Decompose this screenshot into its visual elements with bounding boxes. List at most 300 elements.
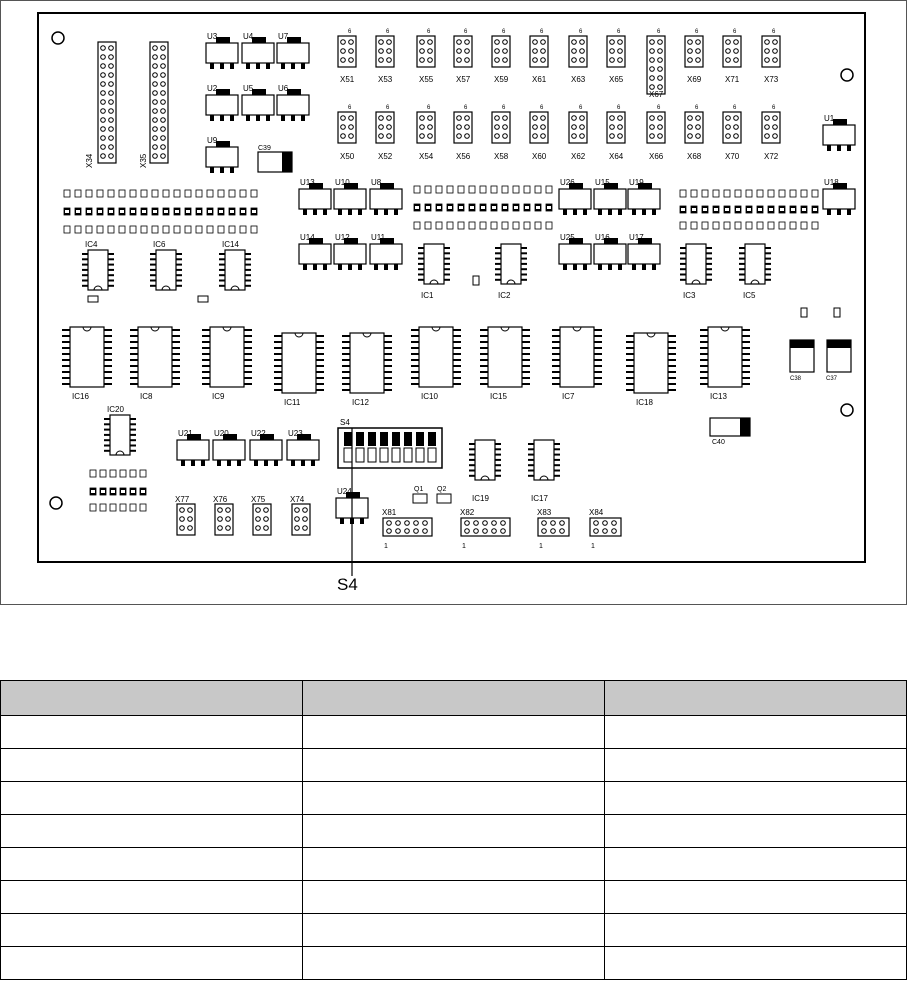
pin [765, 125, 770, 130]
smd-mark [101, 490, 105, 493]
regulator-pin [254, 460, 258, 466]
ic-body [110, 415, 130, 455]
pin [379, 116, 384, 121]
smd-part [458, 222, 464, 229]
regulator-body [823, 125, 855, 145]
regulator-pin [394, 264, 398, 270]
pin [264, 517, 269, 522]
smd-part [436, 222, 442, 229]
pin [349, 49, 354, 54]
pin [180, 526, 185, 531]
pin [696, 134, 701, 139]
connector-label: X65 [609, 75, 624, 84]
pin [303, 508, 308, 513]
pin [226, 526, 231, 531]
pin [161, 127, 166, 132]
pin [503, 125, 508, 130]
pin [542, 529, 547, 534]
pin [161, 118, 166, 123]
pin [765, 49, 770, 54]
table-cell [605, 848, 907, 881]
pin [658, 85, 663, 90]
regulator-label: U1 [824, 114, 835, 123]
pin [109, 109, 114, 114]
table-row [1, 881, 907, 914]
table-row [1, 716, 907, 749]
smd-part [218, 190, 224, 197]
pin [420, 49, 425, 54]
connector-label: X83 [537, 508, 552, 517]
regulator-pin [291, 460, 295, 466]
pin [423, 529, 428, 534]
pin [495, 40, 500, 45]
pin [379, 125, 384, 130]
pin-number: 6 [502, 105, 506, 111]
pin [396, 521, 401, 526]
pin [101, 118, 106, 123]
pin [734, 40, 739, 45]
pin [658, 40, 663, 45]
connector-label: X50 [340, 152, 355, 161]
table-row [1, 749, 907, 782]
table-cell [605, 914, 907, 947]
smd-mark [747, 208, 751, 211]
smd-mark [241, 210, 245, 213]
pin [218, 508, 223, 513]
smd-mark [230, 210, 234, 213]
regulator-pin [281, 115, 285, 121]
regulator-pin [291, 115, 295, 121]
pin [726, 134, 731, 139]
regulator-label: U24 [337, 487, 352, 496]
pin [580, 116, 585, 121]
regulator-pin [642, 209, 646, 215]
table-cell [303, 947, 605, 980]
dip-switch-lever [356, 432, 364, 446]
regulator-pin [181, 460, 185, 466]
smd-part [207, 190, 213, 197]
pin [256, 526, 261, 531]
pin-number: 6 [427, 105, 431, 111]
regulator-body [334, 244, 366, 264]
pin-number: 6 [540, 29, 544, 35]
connector-label: X67 [649, 90, 664, 99]
smd-part [120, 504, 126, 511]
smd-part [834, 308, 840, 317]
smd-mark [415, 206, 419, 209]
pin [572, 125, 577, 130]
regulator-pin [358, 264, 362, 270]
ic-label: IC13 [710, 392, 727, 401]
connector-label: X54 [419, 152, 434, 161]
smd-mark [142, 210, 146, 213]
pin [734, 134, 739, 139]
pin-number: 1 [591, 543, 595, 550]
pin [428, 125, 433, 130]
regulator-pin [340, 518, 344, 524]
ic-body [225, 250, 245, 290]
pin [572, 134, 577, 139]
capacitor-band [790, 340, 814, 348]
pin [101, 82, 106, 87]
regulator-pin [348, 264, 352, 270]
pin [387, 116, 392, 121]
pin-number: 6 [733, 29, 737, 35]
pin [610, 58, 615, 63]
smd-part [768, 222, 774, 229]
regulator-body [594, 189, 626, 209]
ic-label: IC17 [531, 494, 548, 503]
regulator-pin [384, 264, 388, 270]
pin [264, 526, 269, 531]
smd-mark [791, 208, 795, 211]
smd-part [746, 190, 752, 197]
regulator-label: U8 [371, 178, 382, 187]
regulator-pin [618, 264, 622, 270]
pin [465, 49, 470, 54]
regulator-label: U25 [560, 233, 575, 242]
pin [414, 529, 419, 534]
connector-label: X76 [213, 495, 228, 504]
pin [465, 40, 470, 45]
dip-switch-slot [380, 448, 388, 462]
pin [618, 49, 623, 54]
regulator-label: U15 [595, 178, 610, 187]
smd-part [425, 222, 431, 229]
smd-mark [141, 490, 145, 493]
transistor-label: Q2 [437, 486, 447, 493]
regulator-pin [256, 63, 260, 69]
regulator-body [299, 189, 331, 209]
pin [428, 49, 433, 54]
table-cell [1, 815, 303, 848]
regulator-pin [323, 264, 327, 270]
pin [483, 529, 488, 534]
pin [101, 136, 106, 141]
ic-body [745, 244, 765, 284]
regulator-pin [291, 63, 295, 69]
table-cell [303, 716, 605, 749]
smd-part [469, 186, 475, 193]
pin [161, 91, 166, 96]
connector-label: X84 [589, 508, 604, 517]
pin [495, 125, 500, 130]
pin [603, 529, 608, 534]
pin [161, 109, 166, 114]
pin [153, 109, 158, 114]
pin [161, 145, 166, 150]
pin [180, 517, 185, 522]
pin [503, 134, 508, 139]
regulator-pin [837, 209, 841, 215]
pin-number: 6 [617, 29, 621, 35]
regulator-pin [303, 264, 307, 270]
pin [492, 521, 497, 526]
pin [295, 508, 300, 513]
pin [457, 58, 462, 63]
pin [483, 521, 488, 526]
regulator-body [277, 95, 309, 115]
smd-mark [525, 206, 529, 209]
pin [101, 109, 106, 114]
regulator-pin [358, 209, 362, 215]
pin [603, 521, 608, 526]
pin [580, 49, 585, 54]
dip-switch-lever [404, 432, 412, 446]
pin [101, 154, 106, 159]
pin-number: 6 [772, 29, 776, 35]
pin [161, 154, 166, 159]
smd-part [502, 222, 508, 229]
pin [594, 529, 599, 534]
connector-label: X55 [419, 75, 434, 84]
pin [101, 100, 106, 105]
regulator-body [370, 244, 402, 264]
pin [688, 116, 693, 121]
pin [420, 125, 425, 130]
smd-part [130, 226, 136, 233]
ic-label: IC11 [284, 398, 301, 407]
pin [650, 49, 655, 54]
regulator-pin [191, 460, 195, 466]
pin [610, 134, 615, 139]
smd-part [491, 222, 497, 229]
smd-part [163, 226, 169, 233]
regulator-pin [563, 209, 567, 215]
table-cell [303, 782, 605, 815]
ic-label: IC20 [107, 405, 124, 414]
regulator-pin [348, 209, 352, 215]
pin [349, 116, 354, 121]
table-header-cell [605, 681, 907, 716]
pin [188, 517, 193, 522]
connector-label: X57 [456, 75, 471, 84]
regulator-body [287, 440, 319, 460]
pin [533, 125, 538, 130]
smd-mark [437, 206, 441, 209]
regulator-pin [338, 264, 342, 270]
pin [465, 125, 470, 130]
pin [153, 64, 158, 69]
regulator-body [206, 147, 238, 167]
pin [465, 134, 470, 139]
table-cell [1, 782, 303, 815]
smd-mark [780, 208, 784, 211]
capacitor-label: C39 [258, 145, 271, 152]
pin [387, 49, 392, 54]
smd-part [240, 190, 246, 197]
smd-part [480, 186, 486, 193]
pin [405, 521, 410, 526]
table-row [1, 947, 907, 980]
table-row [1, 782, 907, 815]
pin [379, 40, 384, 45]
ic-body [634, 333, 668, 393]
ic-label: IC3 [683, 291, 696, 300]
smd-mark [186, 210, 190, 213]
regulator-label: U26 [560, 178, 575, 187]
table-cell [605, 881, 907, 914]
pin [696, 40, 701, 45]
regulator-pin [230, 115, 234, 121]
pin [457, 116, 462, 121]
pin [650, 134, 655, 139]
smd-part [130, 190, 136, 197]
pin [650, 58, 655, 63]
regulator-pin [563, 264, 567, 270]
pin [423, 521, 428, 526]
pin [153, 46, 158, 51]
pin [495, 49, 500, 54]
pin [618, 58, 623, 63]
smd-part [196, 226, 202, 233]
pin [658, 125, 663, 130]
pin [341, 125, 346, 130]
pin [101, 145, 106, 150]
pin [551, 529, 556, 534]
regulator-body [628, 244, 660, 264]
ic-label: IC10 [421, 392, 438, 401]
smd-part [469, 222, 475, 229]
pin [688, 134, 693, 139]
smd-mark [681, 208, 685, 211]
ic-body [88, 250, 108, 290]
smd-part [480, 222, 486, 229]
pin-number: 6 [348, 105, 352, 111]
pin-number: 6 [695, 29, 699, 35]
dip-switch-lever [380, 432, 388, 446]
pin [765, 40, 770, 45]
ic-label: IC15 [490, 392, 507, 401]
smd-part [110, 504, 116, 511]
smd-part [251, 226, 257, 233]
connector-label: X53 [378, 75, 393, 84]
pin [612, 529, 617, 534]
pin [696, 116, 701, 121]
regulator-body [299, 244, 331, 264]
regulator-pin [837, 145, 841, 151]
pin [572, 58, 577, 63]
connector-label: X82 [460, 508, 475, 517]
switch-label: S4 [340, 418, 350, 427]
smd-part [90, 504, 96, 511]
pin [109, 118, 114, 123]
pin [503, 40, 508, 45]
pin [161, 55, 166, 60]
pin [726, 58, 731, 63]
table-cell [303, 815, 605, 848]
transistor-q1 [413, 494, 427, 503]
pin [503, 49, 508, 54]
regulator-pin [632, 209, 636, 215]
connector-label: X51 [340, 75, 355, 84]
connector-label: X34 [85, 153, 94, 168]
smd-part [207, 226, 213, 233]
ic-label: IC2 [498, 291, 511, 300]
smd-part [524, 222, 530, 229]
pin [541, 58, 546, 63]
smd-part [75, 226, 81, 233]
pin [580, 125, 585, 130]
pin [101, 73, 106, 78]
ic-body [475, 440, 495, 480]
pin [387, 529, 392, 534]
smd-part [680, 190, 686, 197]
regulator-label: U13 [300, 178, 315, 187]
pin-number: 6 [427, 29, 431, 35]
pin [153, 127, 158, 132]
smd-part [130, 504, 136, 511]
pin [420, 58, 425, 63]
regulator-body [823, 189, 855, 209]
smd-mark [76, 210, 80, 213]
smd-part [86, 226, 92, 233]
pin [457, 125, 462, 130]
pin [580, 134, 585, 139]
regulator-label: U6 [278, 84, 289, 93]
pin [101, 55, 106, 60]
smd-part [414, 186, 420, 193]
pin [101, 46, 106, 51]
regulator-pin [847, 209, 851, 215]
pin [650, 125, 655, 130]
smd-part [801, 190, 807, 197]
ic-label: IC19 [472, 494, 489, 503]
smd-mark [131, 210, 135, 213]
pin [658, 116, 663, 121]
ic-label: IC18 [636, 398, 653, 407]
dip-switch-slot [404, 448, 412, 462]
regulator-pin [201, 460, 205, 466]
pin [726, 49, 731, 54]
pin [341, 116, 346, 121]
pin [495, 116, 500, 121]
pin [610, 49, 615, 54]
dip-switch-slot [392, 448, 400, 462]
pin [541, 134, 546, 139]
smd-part [130, 470, 136, 477]
pin [594, 521, 599, 526]
smd-part [724, 222, 730, 229]
regulator-body [250, 440, 282, 460]
regulator-body [213, 440, 245, 460]
regulator-pin [847, 145, 851, 151]
smd-mark [703, 208, 707, 211]
pin-number: 6 [695, 105, 699, 111]
regulator-label: U9 [207, 136, 218, 145]
table-cell [303, 848, 605, 881]
smd-part [790, 190, 796, 197]
smd-part [141, 190, 147, 197]
pin [264, 508, 269, 513]
pin [295, 517, 300, 522]
smd-part [513, 186, 519, 193]
pin [428, 40, 433, 45]
regulator-pin [360, 518, 364, 524]
pin [501, 521, 506, 526]
regulator-pin [246, 63, 250, 69]
ic-label: IC12 [352, 398, 369, 407]
smd-part [86, 190, 92, 197]
pin [541, 40, 546, 45]
regulator-label: U23 [288, 429, 303, 438]
regulator-pin [632, 264, 636, 270]
pin-number: 6 [657, 105, 661, 111]
smd-part [229, 226, 235, 233]
regulator-pin [374, 264, 378, 270]
ic-body [419, 327, 453, 387]
dip-switch-lever [368, 432, 376, 446]
